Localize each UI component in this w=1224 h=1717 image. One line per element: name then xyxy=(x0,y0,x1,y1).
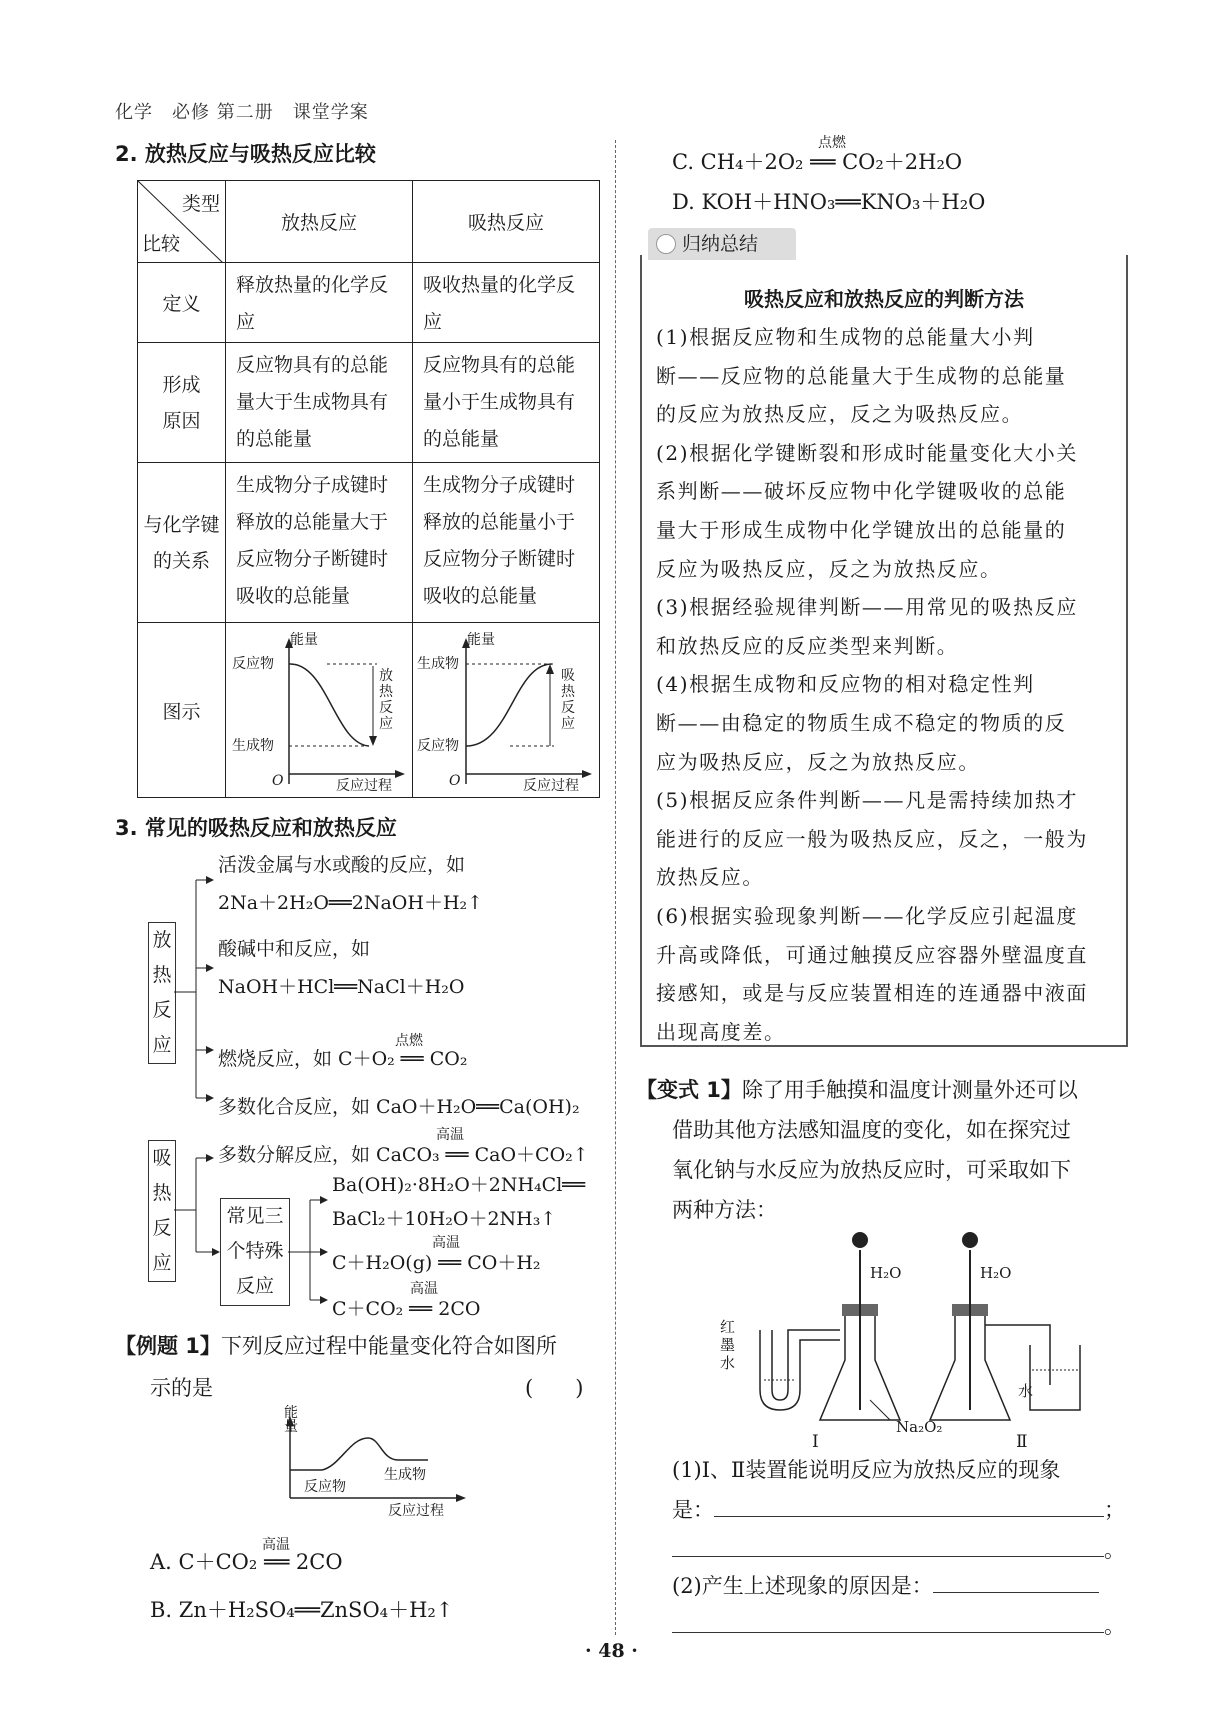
cell-exo: 反应物具有的总能量大于生成物具有的总能量 xyxy=(226,343,413,463)
summary-body xyxy=(642,312,1126,1051)
summary-line: (5)根据反应条件判断——凡是需持续加热才 xyxy=(656,788,1078,813)
summary-line: 的反应为放热反应，反之为吸热反应。 xyxy=(656,402,1024,427)
summary-line: (1)根据反应物和生成物的总能量大小判 xyxy=(656,325,1035,349)
table-row xyxy=(138,623,600,798)
cell-endo: 吸收热量的化学反应 xyxy=(413,263,600,343)
axis-label-process: 反应过程 xyxy=(523,778,579,794)
label-product: 生成物 xyxy=(232,738,274,754)
exo-bracket xyxy=(174,860,214,1110)
label-water: 水 xyxy=(1018,1382,1034,1400)
exo-item: 活泼金属与水或酸的反应，如 xyxy=(218,854,466,876)
exo-energy-diagram xyxy=(226,623,413,798)
special-eq: BaCl₂＋10H₂O＋2NH₃↑ xyxy=(332,1208,557,1230)
q1-prefix: 是： xyxy=(672,1498,714,1522)
cell-exo: 释放热量的化学反应 xyxy=(226,263,413,343)
label-product: 生成物 xyxy=(384,1467,426,1483)
endo-bracket xyxy=(174,1140,224,1280)
endo-item: 多数分解反应，如 CaCO₃ ══ CaO＋CO₂↑ xyxy=(218,1144,589,1166)
summary-line: 系判断——破坏反应物中化学键吸收的总能 xyxy=(656,479,1067,504)
label-apparatus-2: Ⅱ xyxy=(1016,1432,1028,1452)
q1-text: (1)Ⅰ、Ⅱ装置能说明反应为放热反应的现象 xyxy=(672,1458,1061,1482)
col-header-endo: 吸热反应 xyxy=(413,181,600,263)
label-reactant: 反应物 xyxy=(232,656,274,672)
exo-item: 燃烧反应，如 C＋O₂ ══ CO₂ xyxy=(218,1048,468,1070)
label-exo: 放热反应 xyxy=(379,668,393,732)
special-bracket xyxy=(288,1190,336,1310)
axis-label-process: 反应过程 xyxy=(336,778,392,794)
summary-line: 放热反应。 xyxy=(656,865,764,890)
answer-blank[interactable] xyxy=(672,1534,1104,1557)
axis-label-energy: 能量 xyxy=(467,632,495,648)
example-label: 【例题 1】 xyxy=(115,1334,221,1358)
label-reactant: 反应物 xyxy=(417,738,459,754)
condition-high-temp: 高温 xyxy=(432,1235,460,1251)
variant-line: 除了用手触摸和温度计测量外还可以 xyxy=(741,1078,1078,1102)
condition-ignite: 点燃 xyxy=(395,1033,423,1049)
apparatus-figure xyxy=(700,1210,1120,1460)
table-row xyxy=(138,263,600,343)
answer-blank[interactable] xyxy=(672,1610,1104,1633)
variant-label: 【变式 1】 xyxy=(636,1078,742,1102)
special-eq: C＋H₂O(g) ══ CO＋H₂ xyxy=(332,1252,541,1274)
summary-line: 能进行的反应一般为吸热反应，反之，一般为 xyxy=(656,826,1088,851)
corner-type: 类型 xyxy=(182,193,221,215)
example-text-2: 示的是 xyxy=(150,1376,213,1400)
condition-ignite: 点燃 xyxy=(818,135,846,151)
corner-compare: 比较 xyxy=(142,233,181,255)
summary-line: 断——反应物的总能量大于生成物的总能量 xyxy=(656,363,1067,388)
label-red-ink: 红墨水 xyxy=(720,1318,736,1372)
exo-item: 多数化合反应，如 CaO＋H₂O══Ca(OH)₂ xyxy=(218,1096,580,1118)
col-header-exo: 放热反应 xyxy=(226,181,413,263)
comparison-table xyxy=(137,180,600,798)
page-number: · 48 · xyxy=(585,1640,638,1662)
question-2 xyxy=(672,1566,1125,1646)
column-divider xyxy=(615,140,616,1635)
origin: O xyxy=(449,773,461,789)
answer-paren: ( ) xyxy=(525,1376,584,1400)
punct: ； xyxy=(1104,1498,1125,1522)
endo-label-box: 吸热反应 xyxy=(148,1140,176,1282)
condition-high-temp: 高温 xyxy=(436,1127,464,1143)
label-endo: 吸热反应 xyxy=(561,668,575,732)
variant-1 xyxy=(636,1070,1078,1230)
option-b[interactable]: B. Zn＋H₂SO₄══ZnSO₄＋H₂↑ xyxy=(150,1598,454,1622)
summary-line: 升高或降低，可通过触摸反应容器外壁温度直 xyxy=(656,942,1088,967)
condition-high-temp: 高温 xyxy=(262,1537,290,1553)
special-eq: Ba(OH)₂·8H₂O＋2NH₄Cl══ xyxy=(332,1174,586,1196)
summary-line: 量大于形成生成物中化学键放出的总能量的 xyxy=(656,517,1067,542)
summary-line: 反应为吸热反应，反之为放热反应。 xyxy=(656,556,1002,581)
section-3-title: 3. 常见的吸热反应和放热反应 xyxy=(115,816,397,840)
special-eq: C＋CO₂ ══ 2CO xyxy=(332,1298,481,1320)
summary-line: (3)根据经验规律判断——用常见的吸热反应 xyxy=(656,595,1078,620)
exo-equation: 2Na＋2H₂O══2NaOH＋H₂↑ xyxy=(218,892,484,914)
cell-exo: 生成物分子成键时释放的总能量大于反应物分子断键时吸收的总能量 xyxy=(226,463,413,623)
row-label: 与化学键的关系 xyxy=(138,463,226,623)
option-a[interactable]: A. C＋CO₂ ══ 2CO xyxy=(150,1550,343,1574)
summary-tab-label: 归纳总结 xyxy=(682,233,759,255)
summary-line: 应为吸热反应，反之为放热反应。 xyxy=(656,749,980,774)
answer-blank[interactable] xyxy=(714,1494,1104,1517)
origin: O xyxy=(272,773,284,789)
label-na2o2: Na₂O₂ xyxy=(896,1418,943,1436)
endo-energy-diagram xyxy=(413,623,600,798)
example-energy-diagram xyxy=(260,1405,490,1519)
summary-title: 吸热反应和放热反应的判断方法 xyxy=(744,287,1024,311)
exo-equation: NaOH＋HCl══NaCl＋H₂O xyxy=(218,976,465,998)
row-label: 形成原因 xyxy=(138,343,226,463)
axis-label-energy: 能量 xyxy=(290,632,318,648)
summary-line: 断——由稳定的物质生成不稳定的物质的反 xyxy=(656,710,1067,735)
row-label: 定义 xyxy=(138,263,226,343)
example-text: 下列反应过程中能量变化符合如图所 xyxy=(220,1334,557,1358)
option-c[interactable]: C. CH₄＋2O₂ ══ CO₂＋2H₂O xyxy=(672,150,963,174)
table-row xyxy=(138,463,600,623)
summary-line: 和放热反应的反应类型来判断。 xyxy=(656,633,959,658)
punct: 。 xyxy=(1104,1614,1125,1638)
option-d[interactable]: D. KOH＋HNO₃══KNO₃＋H₂O xyxy=(672,190,986,214)
example-1 xyxy=(115,1330,557,1360)
punct: 。 xyxy=(1104,1538,1125,1562)
label-h2o: H₂O xyxy=(870,1264,902,1282)
cell-endo: 反应物具有的总能量小于生成物具有的总能量 xyxy=(413,343,600,463)
axis-label-process: 反应过程 xyxy=(388,1503,444,1519)
summary-line: (6)根据实验现象判断——化学反应引起温度 xyxy=(656,903,1078,928)
summary-icon xyxy=(656,234,676,254)
answer-blank[interactable] xyxy=(933,1570,1099,1593)
summary-line: (4)根据生成物和反应物的相对稳定性判 xyxy=(656,672,1035,697)
running-header: 化学 必修 第二册 课堂学案 xyxy=(115,102,369,123)
q2-text: (2)产生上述现象的原因是： xyxy=(672,1574,933,1598)
variant-line: 氧化钠与水反应为放热反应时，可采取如下 xyxy=(672,1158,1071,1182)
section-2-title: 2. 放热反应与吸热反应比较 xyxy=(115,142,376,166)
axis-label-energy: 能量 xyxy=(284,1405,298,1435)
special-reactions-box: 常见三个特殊反应 xyxy=(220,1198,290,1306)
summary-line: 出现高度差。 xyxy=(656,1019,786,1044)
condition-high-temp: 高温 xyxy=(410,1281,438,1297)
summary-line: (2)根据化学键断裂和形成时能量变化大小关 xyxy=(656,440,1078,465)
table-corner xyxy=(138,181,226,263)
label-reactant: 反应物 xyxy=(304,1479,346,1495)
summary-box xyxy=(640,255,1128,1047)
exo-label-box: 放热反应 xyxy=(148,922,176,1064)
question-1 xyxy=(672,1450,1125,1570)
label-h2o: H₂O xyxy=(980,1264,1012,1282)
cell-endo: 生成物分子成键时释放的总能量小于反应物分子断键时吸收的总能量 xyxy=(413,463,600,623)
variant-line: 借助其他方法感知温度的变化，如在探究过 xyxy=(672,1118,1071,1142)
exo-item: 酸碱中和反应，如 xyxy=(218,938,371,960)
table-row xyxy=(138,343,600,463)
label-apparatus-1: Ⅰ xyxy=(812,1432,819,1452)
label-product: 生成物 xyxy=(417,656,459,672)
summary-line: 接感知，或是与反应装置相连的连通器中液面 xyxy=(656,981,1088,1006)
row-label: 图示 xyxy=(138,623,226,798)
variant-line: 两种方法： xyxy=(672,1198,777,1222)
